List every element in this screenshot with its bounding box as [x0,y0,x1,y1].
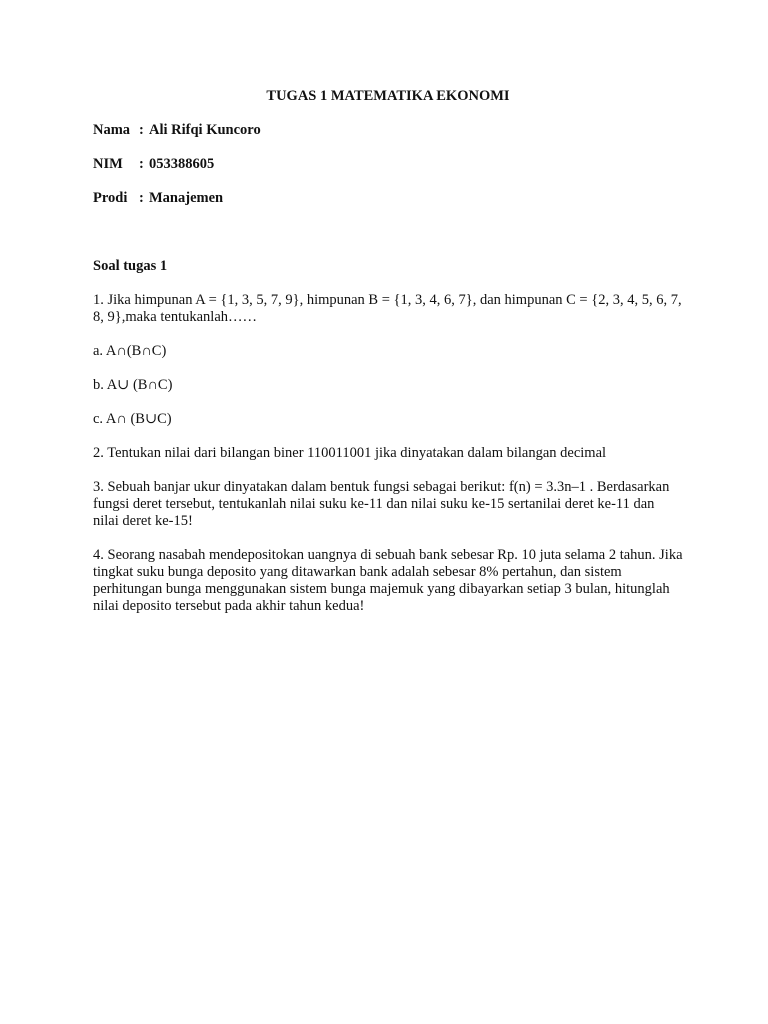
section-heading: Soal tugas 1 [93,258,168,274]
spacer [93,224,683,258]
question-1a: a. A∩(B∩C) [93,343,167,359]
field-prodi [93,190,683,207]
field-label: Prodi [93,190,128,206]
field-label: Nama [93,122,131,138]
question-3: 3. Sebuah banjar ukur dinyatakan dalam bentuk fungsi sebagai berikut: f(n) = 3.3n–1 . Berdasarkan fungsi deret tersebut, tentukanlah nilai suku ke-11 dan nilai suku ke-15 sertanilai deret ke-11 dan nilai deret ke-15! [93,479,670,529]
field-value: Manajemen [149,190,224,206]
question-2: 2. Tentukan nilai dari bilangan biner 110011001 jika dinyatakan dalam bilangan decimal [93,445,607,461]
field-separator: : [139,122,144,138]
document-title: TUGAS 1 MATEMATIKA EKONOMI [266,88,510,104]
field-value: 053388605 [149,156,215,172]
document-content [93,88,683,632]
question-4: 4. Seorang nasabah mendepositokan uangnya di sebuah bank sebesar Rp. 10 juta selama 2 tahun. Jika tingkat suku bunga deposito yang ditawarkan bank adalah sebesar 8% pertahun, dan sistem perhitungan bunga menggunakan sistem bunga majemuk yang dibayarkan setiap 3 bulan, hitunglah nilai deposito tersebut pada akhir tahun kedua! [93,547,683,614]
field-separator: : [139,190,144,206]
field-nim [93,156,683,173]
field-nama [93,122,683,139]
question-1c: c. A∩ (B∪C) [93,411,172,427]
field-value: Ali Rifqi Kuncoro [149,122,261,138]
question-1: 1. Jika himpunan A = {1, 3, 5, 7, 9}, himpunan B = {1, 3, 4, 6, 7}, dan himpunan C = {2, 3, 4, 5, 6, 7, 8, 9},maka tentukanlah…… [93,292,682,325]
field-label: NIM [93,156,123,172]
field-separator: : [139,156,144,172]
question-1b: b. A∪ (B∩C) [93,377,173,393]
